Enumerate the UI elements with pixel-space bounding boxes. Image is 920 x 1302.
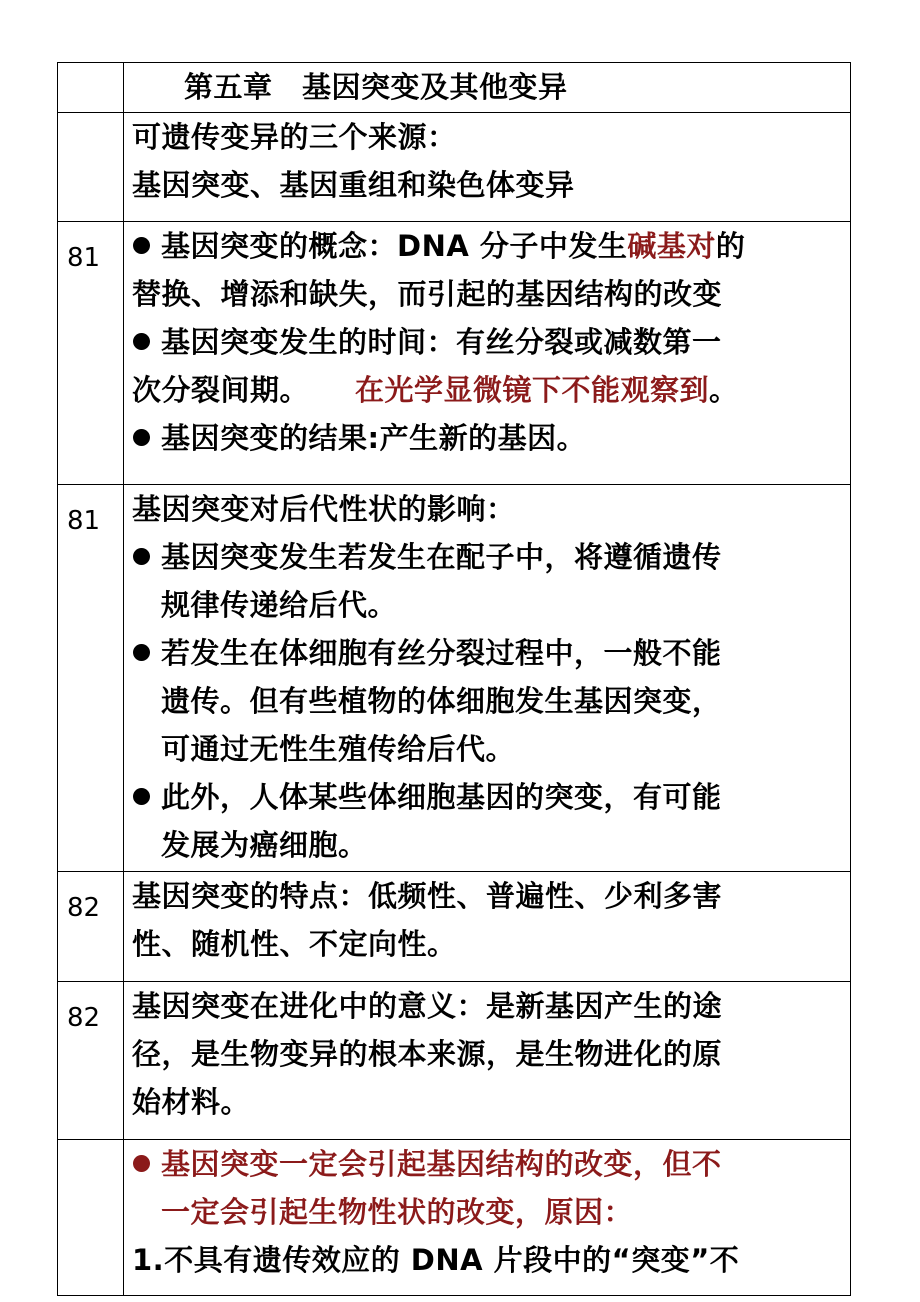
text-line: 基因突变发生若发生在配子中，将遵循遗传 [161, 540, 722, 574]
bullet-dot-icon [133, 333, 150, 350]
highlight-text: 基因突变一定会引起基因结构的改变，但不 [161, 1147, 722, 1181]
content-cell [124, 982, 851, 1140]
table-row [58, 872, 851, 982]
content-cell [124, 872, 851, 982]
text-line: 若发生在体细胞有丝分裂过程中，一般不能 [161, 636, 722, 670]
page-number-cell: 81 [58, 485, 124, 872]
bullet-dot-icon [133, 788, 150, 805]
notes-table [57, 62, 851, 1296]
bullet-item [132, 533, 850, 629]
text-line: 基因突变的结果:产生新的基因。 [161, 421, 587, 455]
text-line: 规律传递给后代。 [161, 588, 398, 622]
highlight-text: 碱基对 [627, 229, 716, 263]
page-number-cell [58, 1140, 124, 1296]
text-line: 发展为癌细胞。 [161, 828, 368, 862]
table-row [58, 113, 851, 222]
text-line: 可遗传变异的三个来源： [132, 120, 457, 154]
text-line: 此外，人体某些体细胞基因的突变，有可能 [161, 780, 722, 814]
content-cell [124, 222, 851, 485]
page-number-cell [58, 113, 124, 222]
text-line: 始材料。 [132, 1085, 251, 1119]
page-number-cell: 82 [58, 982, 124, 1140]
highlight-text: 一定会引起生物性状的改变，原因： [161, 1195, 634, 1229]
text-span: 基因突变的概念：DNA 分子中发生 [161, 229, 628, 263]
text-line: 基因突变、基因重组和染色体变异 [132, 168, 575, 202]
page-number-cell: 81 [58, 222, 124, 485]
bullet-dot-icon [133, 644, 150, 661]
text-line: 替换、增添和缺失，而引起的基因结构的改变 [132, 277, 723, 311]
bullet-item [132, 629, 850, 773]
text-line: 基因突变在进化中的意义：是新基因产生的途 [132, 989, 723, 1023]
text-span: 的 [715, 229, 746, 263]
bullet-item [132, 318, 850, 366]
bullet-item [132, 222, 850, 270]
table-row [58, 485, 851, 872]
bullet-dot-icon [133, 1155, 150, 1172]
table-row [58, 982, 851, 1140]
title-cell [124, 63, 851, 113]
text-line: 性、随机性、不定向性。 [132, 927, 457, 961]
content-cell [124, 485, 851, 872]
page-number-cell [58, 63, 124, 113]
chapter-title: 第五章 基因突变及其他变异 [184, 70, 568, 104]
table-row [58, 1140, 851, 1296]
text-line: 基因突变发生的时间：有丝分裂或减数第一 [161, 325, 722, 359]
text-line: 径，是生物变异的根本来源，是生物进化的原 [132, 1037, 723, 1071]
bullet-dot-icon [133, 548, 150, 565]
section-heading: 基因突变对后代性状的影响： [132, 492, 516, 526]
text-line: 基因突变的特点：低频性、普遍性、少利多害 [132, 879, 723, 913]
text-span: 次分裂间期。 [132, 373, 310, 407]
content-cell [124, 1140, 851, 1296]
page-number-cell: 82 [58, 872, 124, 982]
table-row [58, 222, 851, 485]
text-span: 。 [709, 373, 739, 407]
text-line: 遗传。但有些植物的体细胞发生基因突变， [161, 684, 722, 718]
highlight-text: 在光学显微镜下不能观察到 [355, 373, 710, 407]
bullet-dot-icon [133, 429, 150, 446]
bullet-item [132, 414, 850, 462]
content-cell [124, 113, 851, 222]
text-line: 可通过无性生殖传给后代。 [161, 732, 516, 766]
bullet-item [132, 773, 850, 869]
table-row [58, 63, 851, 113]
bullet-item [132, 1140, 850, 1236]
text-line: 1.不具有遗传效应的 DNA 片段中的“突变”不 [132, 1243, 740, 1277]
bullet-dot-icon [133, 237, 150, 254]
